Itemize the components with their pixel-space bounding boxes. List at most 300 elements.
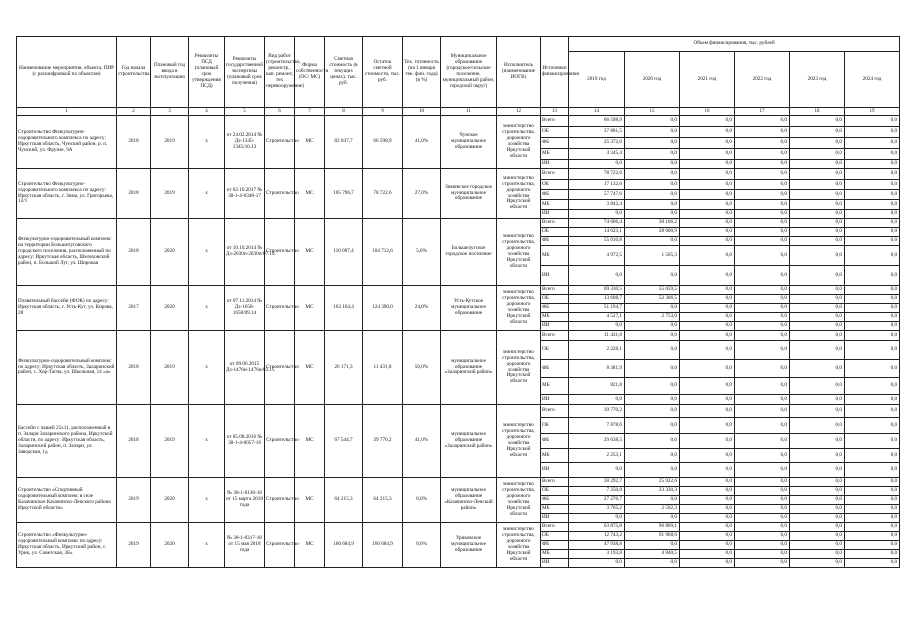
funding-value: 0,0 <box>680 523 735 532</box>
funding-source: МБ <box>541 449 569 463</box>
funding-value: 0,0 <box>625 160 680 169</box>
header-ownership: Форма собственности (ОС/ МС) <box>295 37 325 108</box>
year-plan: 2019 <box>151 405 189 478</box>
project-name: Строительство «Физкультурно-оздоровительный комплекс по адресу: Иркутская область, Иркутский район, с. Урик, ул. Советская, 3Б» <box>17 523 117 568</box>
project-name: Строительство «Спортивный оздоровительный комплекс в селе Казачинское Казачинско-Ленского района Иркутской области» <box>17 478 117 523</box>
remaining-cost: 124 390,0 <box>363 286 403 331</box>
funding-value: 8 381,9 <box>569 360 625 378</box>
funding-value: 0,0 <box>790 487 845 496</box>
funding-value: 0,0 <box>680 169 735 180</box>
funding-value: 0,0 <box>735 505 790 514</box>
funding-value: 91 968,6 <box>625 532 680 541</box>
funding-value: 0,0 <box>569 514 625 523</box>
funding-value: 0,0 <box>790 378 845 395</box>
executor: министерство строительства, дорожного хозяйства Иркутской области <box>497 331 541 405</box>
funding-value: 0,0 <box>735 116 790 127</box>
funding-value: 0,0 <box>735 237 790 246</box>
funding-source: ОБ <box>541 127 569 138</box>
funding-value: 52 306,5 <box>625 295 680 304</box>
column-number: 15 <box>625 108 680 116</box>
readiness: 0,0% <box>403 523 441 568</box>
funding-value: 0,0 <box>845 341 900 360</box>
funding-value: 17 132,6 <box>569 180 625 190</box>
year-plan: 2020 <box>151 523 189 568</box>
funding-value: 0,0 <box>625 331 680 341</box>
funding-value: 0,0 <box>680 322 735 331</box>
column-number: 17 <box>735 108 790 116</box>
funding-value: 0,0 <box>680 295 735 304</box>
funding-value: 13 608,7 <box>569 295 625 304</box>
funding-value: 0,0 <box>735 514 790 523</box>
funding-value: 0,0 <box>845 331 900 341</box>
work-type: Строительство <box>265 219 295 286</box>
funding-value: 0,0 <box>845 523 900 532</box>
year-start: 2018 <box>117 331 151 405</box>
funding-value: 0,0 <box>625 463 680 478</box>
column-number: 6 <box>265 108 295 116</box>
header-expertise: Реквизиты государственной экспертизы (плановый срок получения) <box>225 37 265 108</box>
table-row <box>17 478 900 487</box>
year-start: 2018 <box>117 169 151 219</box>
psd-details: х <box>189 523 225 568</box>
funding-value: 0,0 <box>680 378 735 395</box>
column-number: 16 <box>680 108 735 116</box>
funding-value: 0,0 <box>569 266 625 286</box>
funding-source: ИИ <box>541 322 569 331</box>
ownership: МС <box>295 286 325 331</box>
readiness: 56,0% <box>403 331 441 405</box>
expertise-details: от 07.11.2014 № Дз-1658-1658/09.14 <box>225 286 265 331</box>
funding-value: 0,0 <box>845 200 900 210</box>
funding-value: 0,0 <box>790 237 845 246</box>
funding-value: 0,0 <box>680 541 735 550</box>
funding-source: ОБ <box>541 532 569 541</box>
funding-source: Всего <box>541 169 569 180</box>
funding-value: 0,0 <box>845 487 900 496</box>
funding-source: Всего <box>541 405 569 418</box>
funding-value: 821,8 <box>569 378 625 395</box>
readiness: 41,0% <box>403 405 441 478</box>
funding-value: 55 010,8 <box>569 237 625 246</box>
funding-source: Всего <box>541 286 569 295</box>
funding-source: МБ <box>541 378 569 395</box>
funding-source: ИИ <box>541 559 569 568</box>
funding-value: 0,0 <box>735 210 790 219</box>
funding-value: 0,0 <box>680 160 735 169</box>
funding-value: 0,0 <box>845 478 900 487</box>
funding-source: Всего <box>541 219 569 228</box>
remaining-cost: 39 770,2 <box>363 405 403 478</box>
funding-value: 0,0 <box>680 550 735 559</box>
year-start: 2018 <box>117 405 151 478</box>
funding-value: 0,0 <box>735 434 790 449</box>
document-sheet <box>16 36 898 568</box>
funding-value: 55 059,5 <box>625 286 680 295</box>
header-work-type: Вид работ (строительство, реконстр., кап. ремонт, тех перевооружение) <box>265 37 295 108</box>
funding-value: 0,0 <box>845 405 900 418</box>
municipality: муниципальное образование «Заларинский район» <box>441 405 497 478</box>
executor: министерство строительства, дорожного хозяйства Иркутской области <box>497 169 541 219</box>
psd-details: х <box>189 405 225 478</box>
funding-value: 0,0 <box>735 286 790 295</box>
funding-source: ОБ <box>541 341 569 360</box>
funding-value: 0,0 <box>625 116 680 127</box>
funding-value: 0,0 <box>845 116 900 127</box>
funding-value: 0,0 <box>845 169 900 180</box>
ownership: МС <box>295 169 325 219</box>
funding-source: ИИ <box>541 160 569 169</box>
funding-value: 51 194,7 <box>569 304 625 313</box>
funding-value: 0,0 <box>790 295 845 304</box>
estimated-cost: 163 164,4 <box>325 286 363 331</box>
funding-value: 0,0 <box>790 541 845 550</box>
funding-source: Всего <box>541 523 569 532</box>
funding-value: 0,0 <box>625 418 680 434</box>
funding-source: ОБ <box>541 418 569 434</box>
funding-value: 0,0 <box>625 190 680 200</box>
funding-value: 0,0 <box>569 160 625 169</box>
funding-value: 0,0 <box>680 505 735 514</box>
estimated-cost: 105 796,7 <box>325 169 363 219</box>
funding-source: МБ <box>541 200 569 210</box>
municipality: Чунское муниципальное образование <box>441 116 497 169</box>
funding-value: 0,0 <box>625 541 680 550</box>
funding-value: 0,0 <box>845 266 900 286</box>
funding-source: ФБ <box>541 138 569 149</box>
psd-details: х <box>189 219 225 286</box>
funding-source: ОБ <box>541 228 569 237</box>
funding-value: 14 623,1 <box>569 228 625 237</box>
funding-value: 0,0 <box>735 418 790 434</box>
funding-value: 0,0 <box>735 295 790 304</box>
funding-value: 0,0 <box>845 180 900 190</box>
work-type: Строительство <box>265 478 295 523</box>
funding-value: 0,0 <box>569 210 625 219</box>
funding-value: 0,0 <box>845 295 900 304</box>
funding-value: 30 106,2 <box>625 219 680 228</box>
header-name: Наименование мероприятия, объекта, ПИР (с расшифровкой по объектам) <box>17 37 117 108</box>
funding-value: 2 228,1 <box>569 341 625 360</box>
column-number: 5 <box>225 108 265 116</box>
funding-value: 0,0 <box>735 169 790 180</box>
funding-value: 0,0 <box>845 559 900 568</box>
funding-value: 0,0 <box>569 395 625 405</box>
funding-value: 0,0 <box>735 487 790 496</box>
funding-value: 0,0 <box>845 304 900 313</box>
remaining-cost: 78 722,6 <box>363 169 403 219</box>
funding-value: 0,0 <box>790 169 845 180</box>
funding-value: 0,0 <box>735 200 790 210</box>
ownership: МС <box>295 331 325 405</box>
remaining-cost: 104 712,6 <box>363 219 403 286</box>
column-number: 1 <box>17 108 117 116</box>
year-start: 2018 <box>117 116 151 169</box>
psd-details: х <box>189 478 225 523</box>
expertise-details: от 05.08.2016 № 38-1-4-0057-16 <box>225 405 265 478</box>
funding-source: ИИ <box>541 395 569 405</box>
municipality: Большелугское городское поселение <box>441 219 497 286</box>
funding-value: 0,0 <box>845 395 900 405</box>
funding-value: 0,0 <box>790 149 845 160</box>
table-row <box>17 116 900 127</box>
funding-value: 0,0 <box>680 478 735 487</box>
ownership: МС <box>295 478 325 523</box>
funding-value: 7 878,6 <box>569 418 625 434</box>
funding-source: ОБ <box>541 487 569 496</box>
work-type: Строительство <box>265 331 295 405</box>
funding-value: 0,0 <box>569 322 625 331</box>
column-number: 13 <box>541 108 569 116</box>
funding-value: 0,0 <box>845 434 900 449</box>
column-number: 11 <box>441 108 497 116</box>
funding-value: 0,0 <box>845 138 900 149</box>
remaining-cost: 64 215,3 <box>363 478 403 523</box>
executor: министерство строительства, дорожного хозяйства Иркутской области <box>497 286 541 331</box>
funding-value: 0,0 <box>735 523 790 532</box>
column-number-row <box>17 108 900 116</box>
psd-details: х <box>189 116 225 169</box>
header-executor: Исполнитель (наименование ИОГВ) <box>497 37 541 108</box>
funding-value: 0,0 <box>735 559 790 568</box>
table-row <box>17 219 900 228</box>
header-year: 2022 год <box>735 52 790 108</box>
remaining-cost: 11 431,8 <box>363 331 403 405</box>
funding-value: 38 292,7 <box>569 478 625 487</box>
funding-value: 0,0 <box>845 360 900 378</box>
funding-value: 4 840,5 <box>625 550 680 559</box>
funding-source: ИИ <box>541 463 569 478</box>
funding-value: 3 842,4 <box>569 200 625 210</box>
funding-value: 0,0 <box>735 496 790 505</box>
funding-value: 0,0 <box>625 449 680 463</box>
municipality: Усть-Кутское муниципальное образование <box>441 286 497 331</box>
funding-value: 0,0 <box>680 180 735 190</box>
column-number: 8 <box>325 108 363 116</box>
funding-value: 0,0 <box>735 463 790 478</box>
expertise-details: № 38-1-0130-18 от 15 марта 2018 года <box>225 478 265 523</box>
funding-value: 0,0 <box>845 418 900 434</box>
funding-value: 0,0 <box>680 405 735 418</box>
funding-value: 0,0 <box>790 523 845 532</box>
year-plan: 2019 <box>151 116 189 169</box>
funding-value: 0,0 <box>845 228 900 237</box>
year-plan: 2020 <box>151 219 189 286</box>
project-name: Плавательный бассейн (ФОК) по адресу: Иркутская область, г. Усть-Кут, ул. Кирова, 28 <box>17 286 117 331</box>
funding-value: 0,0 <box>735 532 790 541</box>
funding-value: 0,0 <box>790 180 845 190</box>
funding-value: 74 606,4 <box>569 219 625 228</box>
funding-value: 0,0 <box>790 514 845 523</box>
ownership: МС <box>295 523 325 568</box>
funding-value: 0,0 <box>845 237 900 246</box>
header-year: 2020 год <box>625 52 680 108</box>
estimated-cost: 26 171,3 <box>325 331 363 405</box>
funding-value: 0,0 <box>790 559 845 568</box>
funding-value: 0,0 <box>790 395 845 405</box>
funding-value: 0,0 <box>845 550 900 559</box>
remaining-cost: 66 598,9 <box>363 116 403 169</box>
funding-value: 0,0 <box>845 149 900 160</box>
project-name: Бассейн с чашей 25х11, расположенный в п. Залари Заларинского района, Иркутской области, по адресу: Иркутская область, Заларинский район, п. Залари, ул. Заводская, 1д <box>17 405 117 478</box>
funding-value: 2 753,0 <box>625 313 680 322</box>
funding-value: 0,0 <box>735 541 790 550</box>
funding-value: 25 922,6 <box>625 478 680 487</box>
funding-value: 0,0 <box>680 418 735 434</box>
funding-source: ФБ <box>541 434 569 449</box>
funding-value: 0,0 <box>790 505 845 514</box>
funding-value: 57 747,6 <box>569 190 625 200</box>
funding-value: 0,0 <box>845 449 900 463</box>
table-row <box>17 523 900 532</box>
funding-value: 0,0 <box>680 395 735 405</box>
funding-value: 0,0 <box>790 463 845 478</box>
funding-value: 63 875,8 <box>569 523 625 532</box>
project-name: Физкультурно-оздоровительный комплекс по адресу: Иркутская область, Заларинский район, с. Хор-Тагна, ул. Школьная, 14 «а» <box>17 331 117 405</box>
header-funding-group: Объем финансирования, тыс. рублей <box>569 37 900 52</box>
funding-source: Всего <box>541 478 569 487</box>
funding-value: 0,0 <box>845 505 900 514</box>
funding-value: 0,0 <box>625 360 680 378</box>
funding-source: МБ <box>541 550 569 559</box>
estimated-cost: 67 544,7 <box>325 405 363 478</box>
funding-value: 0,0 <box>625 341 680 360</box>
executor: министерство строительства, дорожного хозяйства Иркутской области <box>497 116 541 169</box>
funding-value: 0,0 <box>735 360 790 378</box>
funding-value: 2 253,1 <box>569 449 625 463</box>
funding-source: Всего <box>541 331 569 341</box>
year-start: 2018 <box>117 219 151 286</box>
funding-source: ФБ <box>541 304 569 313</box>
project-name: Физкультурно-оздоровительный комплекс на территории Большелуговского городского поселения, расположенный по адресу: Иркутская область, Шелеховский район, п. Большой Луг, ул. Широкая <box>17 219 117 286</box>
funding-value: 0,0 <box>680 331 735 341</box>
funding-value: 0,0 <box>625 169 680 180</box>
funding-value: 0,0 <box>845 313 900 322</box>
funding-value: 0,0 <box>625 395 680 405</box>
funding-value: 0,0 <box>735 127 790 138</box>
funding-value: 0,0 <box>735 219 790 228</box>
funding-value: 0,0 <box>680 237 735 246</box>
funding-value: 0,0 <box>790 219 845 228</box>
funding-value: 0,0 <box>845 378 900 395</box>
funding-value: 39 770,2 <box>569 405 625 418</box>
funding-table <box>16 36 900 568</box>
funding-value: 0,0 <box>735 405 790 418</box>
funding-value: 23 330,3 <box>625 487 680 496</box>
table-row <box>17 169 900 180</box>
column-number: 9 <box>363 108 403 116</box>
funding-value: 0,0 <box>625 378 680 395</box>
funding-source: ИИ <box>541 210 569 219</box>
estimated-cost: 82 037,7 <box>325 116 363 169</box>
expertise-details: от 09.06.2015 Дз-1476н-1476н/03.15 <box>225 331 265 405</box>
funding-value: 25 372,0 <box>569 138 625 149</box>
funding-value: 0,0 <box>735 395 790 405</box>
header-year-plan: Плановый год ввода в эксплуатацию <box>151 37 189 108</box>
work-type: Строительство <box>265 286 295 331</box>
funding-source: Всего <box>541 116 569 127</box>
municipality: Уриковское муниципальное образование <box>441 523 497 568</box>
column-number: 7 <box>295 108 325 116</box>
funding-value: 0,0 <box>625 237 680 246</box>
funding-value: 0,0 <box>790 313 845 322</box>
funding-value: 0,0 <box>845 514 900 523</box>
funding-value: 3 765,2 <box>569 505 625 514</box>
funding-value: 12 743,2 <box>569 532 625 541</box>
funding-value: 0,0 <box>625 496 680 505</box>
funding-value: 0,0 <box>680 138 735 149</box>
funding-value: 4 527,1 <box>569 313 625 322</box>
funding-value: 0,0 <box>790 322 845 331</box>
funding-value: 66 598,9 <box>569 116 625 127</box>
funding-source: ОБ <box>541 295 569 304</box>
funding-value: 0,0 <box>845 541 900 550</box>
funding-value: 0,0 <box>845 532 900 541</box>
expertise-details: от 10.10.2014 № Дз-2030п-2030п/07.14 <box>225 219 265 286</box>
funding-value: 0,0 <box>790 550 845 559</box>
funding-value: 0,0 <box>735 313 790 322</box>
funding-value: 0,0 <box>845 463 900 478</box>
column-number: 3 <box>151 108 189 116</box>
funding-value: 0,0 <box>845 210 900 219</box>
funding-value: 0,0 <box>845 219 900 228</box>
expertise-details: № 38-1-0317-18 от 15 мая 2018 года <box>225 523 265 568</box>
funding-value: 27 276,7 <box>569 496 625 505</box>
funding-value: 0,0 <box>790 360 845 378</box>
funding-value: 0,0 <box>680 313 735 322</box>
year-plan: 2019 <box>151 169 189 219</box>
expertise-details: от 24.02.2014 № Дз-1345-1345/10.13 <box>225 116 265 169</box>
column-number: 4 <box>189 108 225 116</box>
funding-value: 0,0 <box>625 210 680 219</box>
funding-value: 0,0 <box>790 127 845 138</box>
funding-value: 0,0 <box>680 487 735 496</box>
header-remaining-cost: Остаток сметной стоимости, тыс. руб. <box>363 37 403 108</box>
funding-value: 0,0 <box>680 116 735 127</box>
readiness: 27,0% <box>403 169 441 219</box>
table-body <box>17 116 900 568</box>
executor: министерство строительства, дорожного хозяйства Иркутской области <box>497 478 541 523</box>
funding-value: 0,0 <box>680 360 735 378</box>
funding-source: ИИ <box>541 266 569 286</box>
funding-value: 0,0 <box>790 449 845 463</box>
funding-value: 0,0 <box>735 322 790 331</box>
funding-value: 0,0 <box>790 434 845 449</box>
funding-value: 0,0 <box>680 514 735 523</box>
funding-value: 0,0 <box>680 228 735 237</box>
funding-value: 0,0 <box>790 210 845 219</box>
funding-value: 69 330,5 <box>569 286 625 295</box>
year-start: 2019 <box>117 478 151 523</box>
header-year: 2019 год <box>569 52 625 108</box>
funding-value: 0,0 <box>625 138 680 149</box>
funding-value: 0,0 <box>569 559 625 568</box>
work-type: Строительство <box>265 169 295 219</box>
funding-value: 0,0 <box>790 532 845 541</box>
column-number: 18 <box>790 108 845 116</box>
funding-value: 0,0 <box>680 341 735 360</box>
funding-value: 0,0 <box>735 266 790 286</box>
header-sources: Источники финансирования <box>541 37 569 108</box>
header-psd: Реквизиты ПСД (плановый срок утверждения ПСД) <box>189 37 225 108</box>
year-plan: 2019 <box>151 331 189 405</box>
funding-value: 0,0 <box>625 514 680 523</box>
funding-value: 78 722,6 <box>569 169 625 180</box>
funding-value: 0,0 <box>680 463 735 478</box>
psd-details: х <box>189 286 225 331</box>
funding-value: 1 505,3 <box>625 246 680 266</box>
funding-value: 0,0 <box>569 463 625 478</box>
table-row <box>17 331 900 341</box>
